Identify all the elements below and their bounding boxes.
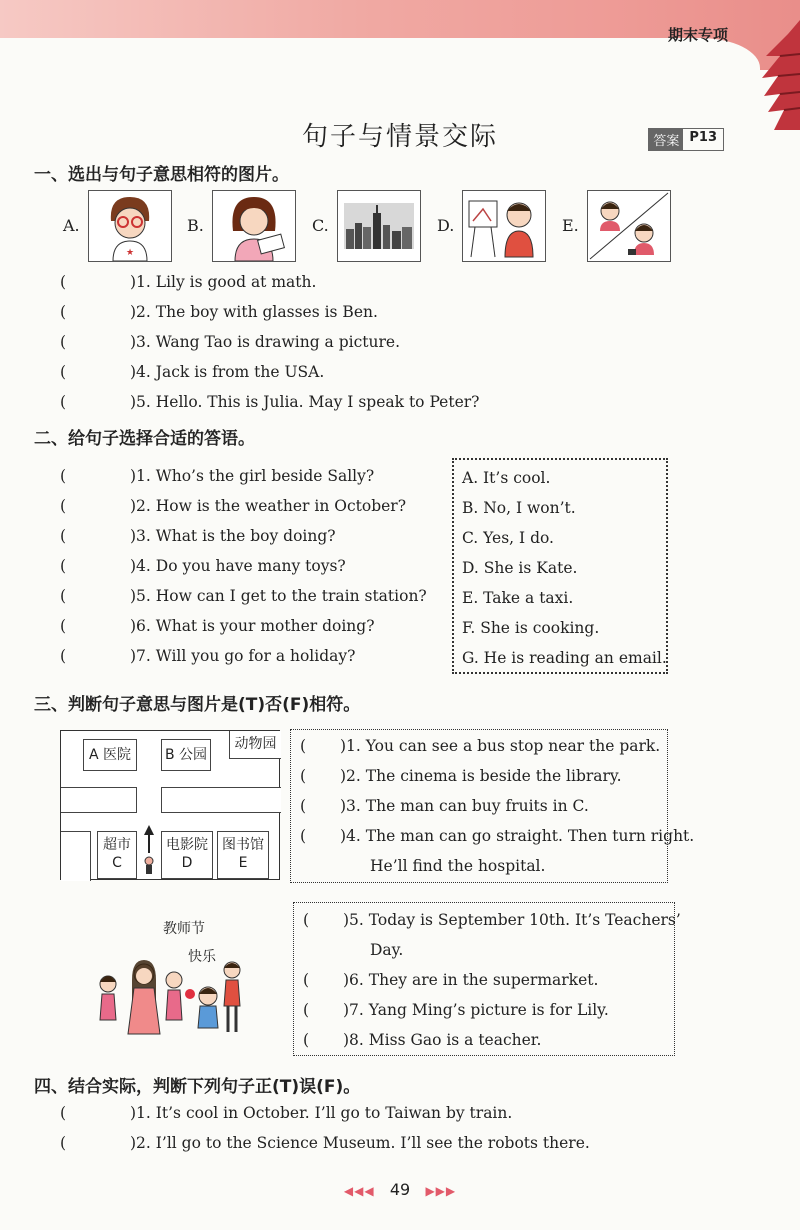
map-block-mid-left	[61, 787, 137, 813]
map-library-letter: E	[238, 855, 248, 871]
s3-q4-cont: He’ll find the hospital.	[370, 857, 546, 875]
section-tag: 期末专项	[667, 26, 728, 44]
option-d-label: D.	[437, 216, 455, 235]
map-supermarket-name: 超市	[103, 837, 131, 853]
map-supermarket	[97, 831, 137, 879]
s1-q4: ( )4. Jack is from the USA.	[60, 363, 325, 381]
map-park: B 公园	[161, 739, 211, 771]
s1-q1: ( )1. Lily is good at math.	[60, 273, 317, 291]
street-map	[60, 730, 280, 880]
s3-q7: ( )7. Yang Ming’s picture is for Lily.	[303, 1001, 609, 1019]
answer-label: 答案	[649, 129, 683, 150]
option-e-label: E.	[562, 216, 579, 235]
option-a-label: A.	[63, 216, 80, 235]
s3-q2: ( )2. The cinema is beside the library.	[300, 767, 622, 785]
s4-q1: ( )1. It’s cool in October. I’ll go to Taiwan by train.	[60, 1104, 513, 1122]
map-cinema	[161, 831, 213, 879]
s2-q2: ( )2. How is the weather in October?	[60, 497, 407, 515]
s3-q1: ( )1. You can see a bus stop near the park.	[300, 737, 661, 755]
prev-arrows-icon: ◀◀◀	[343, 1184, 375, 1198]
header-curve	[0, 38, 760, 98]
card-text-1: 教师节	[163, 921, 205, 937]
s2-q7: ( )7. Will you go for a holiday?	[60, 647, 356, 665]
s3-q3: ( )3. The man can buy fruits in C.	[300, 797, 589, 815]
page-title: 句子与情景交际	[301, 122, 498, 152]
next-arrows-icon: ▶▶▶	[425, 1184, 457, 1198]
s1-q3: ( )3. Wang Tao is drawing a picture.	[60, 333, 400, 351]
answer-f: F. She is cooking.	[462, 619, 600, 637]
s2-q6: ( )6. What is your mother doing?	[60, 617, 375, 635]
s3-q6: ( )6. They are in the supermarket.	[303, 971, 599, 989]
picture-a	[88, 190, 172, 262]
map-zoo: 动物园	[229, 731, 281, 759]
section-4-heading: 四、结合实际，判断下列句子正(T)误(F)。	[34, 1077, 361, 1097]
picture-b	[212, 190, 296, 262]
page-footer	[0, 1180, 800, 1199]
section-1-heading: 一、选出与句子意思相符的图片。	[34, 165, 289, 185]
map-library	[217, 831, 269, 879]
teachers-day-scene-icon	[88, 960, 258, 1040]
walking-man-arrow-icon	[141, 823, 157, 877]
answer-b: B. No, I won’t.	[462, 499, 576, 517]
s3-q5-cont: Day.	[370, 941, 404, 959]
map-cinema-letter: D	[181, 855, 193, 871]
s2-q4: ( )4. Do you have many toys?	[60, 557, 346, 575]
card-text-2: 快乐	[188, 949, 216, 965]
map-hospital: A 医院	[83, 739, 137, 771]
s1-q5: ( )5. Hello. This is Julia. May I speak to Peter?	[60, 393, 480, 411]
answer-c: C. Yes, I do.	[462, 529, 554, 547]
map-cinema-name: 电影院	[166, 837, 208, 853]
s3-q5: ( )5. Today is September 10th. It’s Teachers’	[303, 911, 681, 929]
s2-q5: ( )5. How can I get to the train station?	[60, 587, 427, 605]
pagoda-icon	[754, 20, 800, 130]
answer-page: P13	[689, 130, 717, 145]
answer-d: D. She is Kate.	[462, 559, 578, 577]
section-3-heading: 三、判断句子意思与图片是(T)否(F)相符。	[34, 695, 361, 715]
picture-c	[337, 190, 421, 262]
option-c-label: C.	[312, 216, 329, 235]
s4-q2: ( )2. I’ll go to the Science Museum. I’ll see the robots there.	[60, 1134, 590, 1152]
page-number: 49	[389, 1180, 411, 1199]
s3-q8: ( )8. Miss Gao is a teacher.	[303, 1031, 542, 1049]
map-block-low-left	[61, 831, 91, 881]
boy-with-glasses-icon	[89, 191, 171, 261]
option-b-label: B.	[187, 216, 204, 235]
telephone-call-icon	[588, 191, 670, 261]
map-supermarket-letter: C	[112, 855, 122, 871]
s2-q1: ( )1. Who’s the girl beside Sally?	[60, 467, 375, 485]
boy-drawing-icon	[463, 191, 545, 261]
answer-ref	[648, 128, 724, 151]
picture-d	[462, 190, 546, 262]
section-2-heading: 二、给句子选择合适的答语。	[34, 429, 255, 449]
answer-e: E. Take a taxi.	[462, 589, 574, 607]
map-library-name: 图书馆	[222, 837, 264, 853]
answer-a: A. It’s cool.	[462, 469, 551, 487]
girl-reading-icon	[213, 191, 295, 261]
map-block-mid-right	[161, 787, 281, 813]
s2-q3: ( )3. What is the boy doing?	[60, 527, 336, 545]
svg-text:★: ★	[126, 248, 135, 258]
picture-e	[587, 190, 671, 262]
answer-g: G. He is reading an email.	[462, 649, 667, 667]
s1-q2: ( )2. The boy with glasses is Ben.	[60, 303, 378, 321]
s3-q4: ( )4. The man can go straight. Then turn right.	[300, 827, 695, 845]
city-skyline-icon	[338, 191, 420, 261]
